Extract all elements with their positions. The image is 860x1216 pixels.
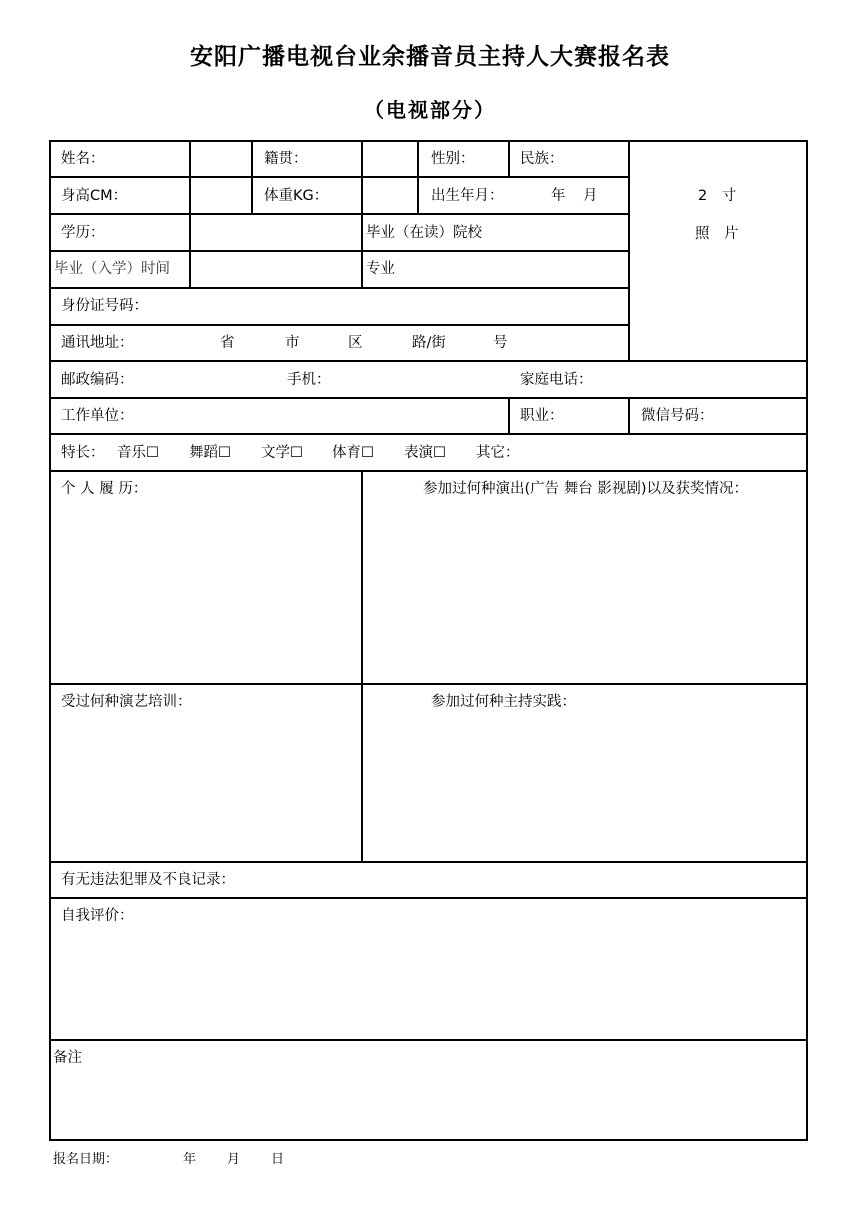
wechat-label: 微信号码： (641, 408, 714, 424)
name-label: 姓名： (61, 151, 105, 167)
col-divider (508, 397, 510, 435)
training-label: 受过何种演艺培训： (61, 694, 192, 710)
major-label: 专业 (366, 261, 395, 277)
row-divider (49, 433, 808, 435)
occupation-label: 职业： (520, 408, 564, 424)
row-divider (49, 213, 629, 215)
col-divider (417, 140, 419, 215)
education-label: 学历： (61, 225, 105, 241)
registration-date-label: 报名日期： (53, 1152, 119, 1167)
date-year-label: 年 (183, 1152, 197, 1167)
col-divider (508, 140, 510, 178)
home-phone-label: 家庭电话： (520, 372, 593, 388)
row-divider (49, 360, 808, 362)
talent-other-label: 其它： (476, 445, 520, 461)
talent-music-checkbox[interactable]: 音乐☐ (117, 445, 159, 461)
row-divider (49, 397, 808, 399)
gender-label: 性别： (431, 151, 475, 167)
talent-sports-checkbox[interactable]: 体育☐ (332, 445, 374, 461)
form-title: 安阳广播电视台业余播音员主持人大赛报名表 (190, 44, 670, 70)
birth-month-label: 月 (583, 188, 598, 204)
hosting-label: 参加过何种主持实践： (431, 694, 576, 710)
mobile-label: 手机： (287, 372, 331, 388)
district-label: 区 (348, 335, 363, 351)
row-divider (49, 470, 808, 472)
col-divider (361, 140, 363, 289)
col-divider (361, 470, 363, 863)
photo-label: 照 片 (695, 226, 739, 242)
postcode-label: 邮政编码： (61, 372, 134, 388)
table-border-top (49, 140, 808, 142)
row-divider (49, 324, 629, 326)
address-label: 通讯地址： (61, 335, 134, 351)
table-border-right (806, 140, 808, 1141)
resume-label: 个 人 履 历： (61, 481, 148, 497)
row-divider (49, 897, 808, 899)
photo-size-label: 2 寸 (698, 188, 737, 204)
talent-acting-checkbox[interactable]: 表演☐ (404, 445, 446, 461)
row-divider (49, 683, 808, 685)
performances-label: 参加过何种演出(广告 舞台 影视剧)以及获奖情况： (423, 481, 749, 497)
remarks-label: 备注 (53, 1050, 82, 1066)
birth-label: 出生年月： (431, 188, 504, 204)
row-divider (49, 250, 629, 252)
criminal-record-label: 有无违法犯罪及不良记录： (61, 872, 235, 888)
height-label: 身高CM： (61, 188, 128, 204)
photo-box-divider (628, 140, 630, 362)
ethnicity-label: 民族： (520, 151, 564, 167)
talent-literature-checkbox[interactable]: 文学☐ (261, 445, 303, 461)
table-border-left (49, 140, 51, 1141)
id-number-label: 身份证号码： (61, 298, 148, 314)
date-month-label: 月 (227, 1152, 241, 1167)
road-label: 路/街 (412, 335, 446, 351)
workplace-label: 工作单位： (61, 408, 134, 424)
city-label: 市 (285, 335, 300, 351)
number-label: 号 (493, 335, 508, 351)
row-divider (49, 861, 808, 863)
birth-year-label: 年 (551, 188, 566, 204)
province-label: 省 (220, 335, 235, 351)
talent-dance-checkbox[interactable]: 舞蹈☐ (189, 445, 231, 461)
grad-time-label: 毕业（入学）时间 (54, 261, 170, 277)
talent-label: 特长： (61, 445, 105, 461)
table-border-bottom (49, 1139, 808, 1141)
col-divider (251, 140, 253, 215)
date-day-label: 日 (271, 1152, 285, 1167)
row-divider (49, 176, 629, 178)
weight-label: 体重KG： (264, 188, 329, 204)
row-divider (49, 287, 629, 289)
row-divider (49, 1039, 808, 1041)
native-place-label: 籍贯： (264, 151, 308, 167)
self-evaluation-label: 自我评价： (61, 908, 134, 924)
form-subtitle: （电视部分） (364, 98, 496, 122)
school-label: 毕业（在读）院校 (366, 225, 482, 241)
col-divider (628, 397, 630, 435)
col-divider (189, 140, 191, 289)
